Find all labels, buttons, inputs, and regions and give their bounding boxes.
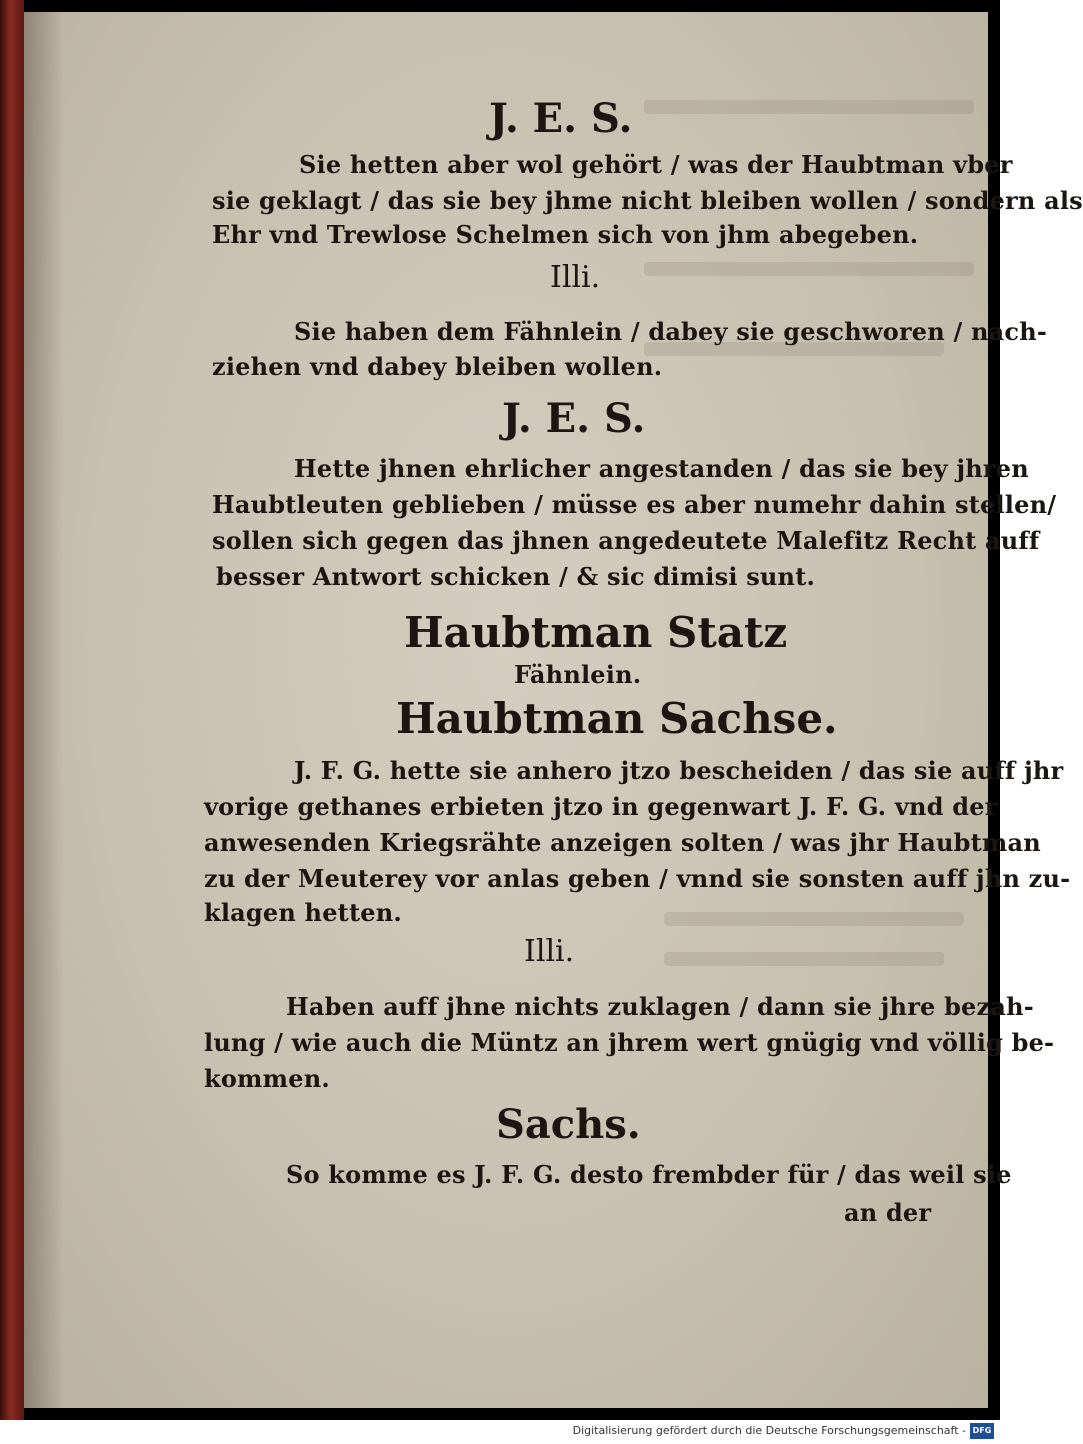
text-line: sollen sich gegen das jhnen angedeutete Malefitz Recht auff xyxy=(212,526,1040,555)
show-through xyxy=(664,912,964,926)
text-line: klagen hetten. xyxy=(204,898,402,927)
text-line: Fähnlein. xyxy=(514,660,642,689)
text-line: Haben auff jhne nichts zuklagen / dann sie jhre bezah- xyxy=(286,992,1034,1021)
book-binding-edge xyxy=(0,0,24,1420)
speaker-heading: Sachs. xyxy=(496,1101,641,1148)
text-line: J. F. G. hette sie anhero jtzo bescheiden / das sie auff jhr xyxy=(294,756,1064,785)
footer-bar xyxy=(0,1420,1000,1444)
catchword: an der xyxy=(844,1198,932,1227)
speaker-heading: J. E. S. xyxy=(489,95,633,142)
text-line: sie geklagt / das sie bey jhme nicht bleiben wollen / sondern als xyxy=(212,186,1083,215)
text-line: Haubtleuten geblieben / müsse es aber numehr dahin stellen/ xyxy=(212,490,1057,519)
text-line: Sie haben dem Fähnlein / dabey sie geschworen / nach- xyxy=(294,317,1048,346)
text-line: besser Antwort schicken / & sic dimisi sunt. xyxy=(216,562,816,591)
text-line: anwesenden Kriegsrähte anzeigen solten / was jhr Haubtman xyxy=(204,828,1041,857)
text-line: vorige gethanes erbieten jtzo in gegenwart J. F. G. vnd der xyxy=(204,792,998,821)
speaker-heading: J. E. S. xyxy=(502,395,646,442)
section-heading: Haubtman Sachse. xyxy=(396,694,838,743)
speaker-illi: Illi. xyxy=(524,934,575,969)
text-line: Ehr vnd Trewlose Schelmen sich von jhm abegeben. xyxy=(212,220,919,249)
book-page xyxy=(24,12,1083,1408)
funding-credit: Digitalisierung gefördert durch die Deutsche Forschungsgemeinschaft - xyxy=(572,1424,966,1437)
show-through xyxy=(644,262,974,276)
text-line: kommen. xyxy=(204,1064,330,1093)
section-heading: Haubtman Statz xyxy=(404,608,788,657)
show-through xyxy=(664,952,944,966)
gutter-shadow xyxy=(24,12,64,1408)
show-through xyxy=(644,100,974,114)
speaker-illi: Illi. xyxy=(550,260,601,295)
dfg-logo: DFG xyxy=(970,1423,994,1439)
text-line: Hette jhnen ehrlicher angestanden / das sie bey jhren xyxy=(294,454,1029,483)
text-line: ziehen vnd dabey bleiben wollen. xyxy=(212,352,663,381)
text-line: zu der Meuterey vor anlas geben / vnnd sie sonsten auff jhn zu- xyxy=(204,864,1071,893)
text-line: lung / wie auch die Müntz an jhrem wert gnügig vnd völlig be- xyxy=(204,1028,1055,1057)
text-line: Sie hetten aber wol gehört / was der Haubtman vber xyxy=(299,150,1013,179)
text-line: So komme es J. F. G. desto frembder für / das weil sie xyxy=(286,1160,1012,1189)
